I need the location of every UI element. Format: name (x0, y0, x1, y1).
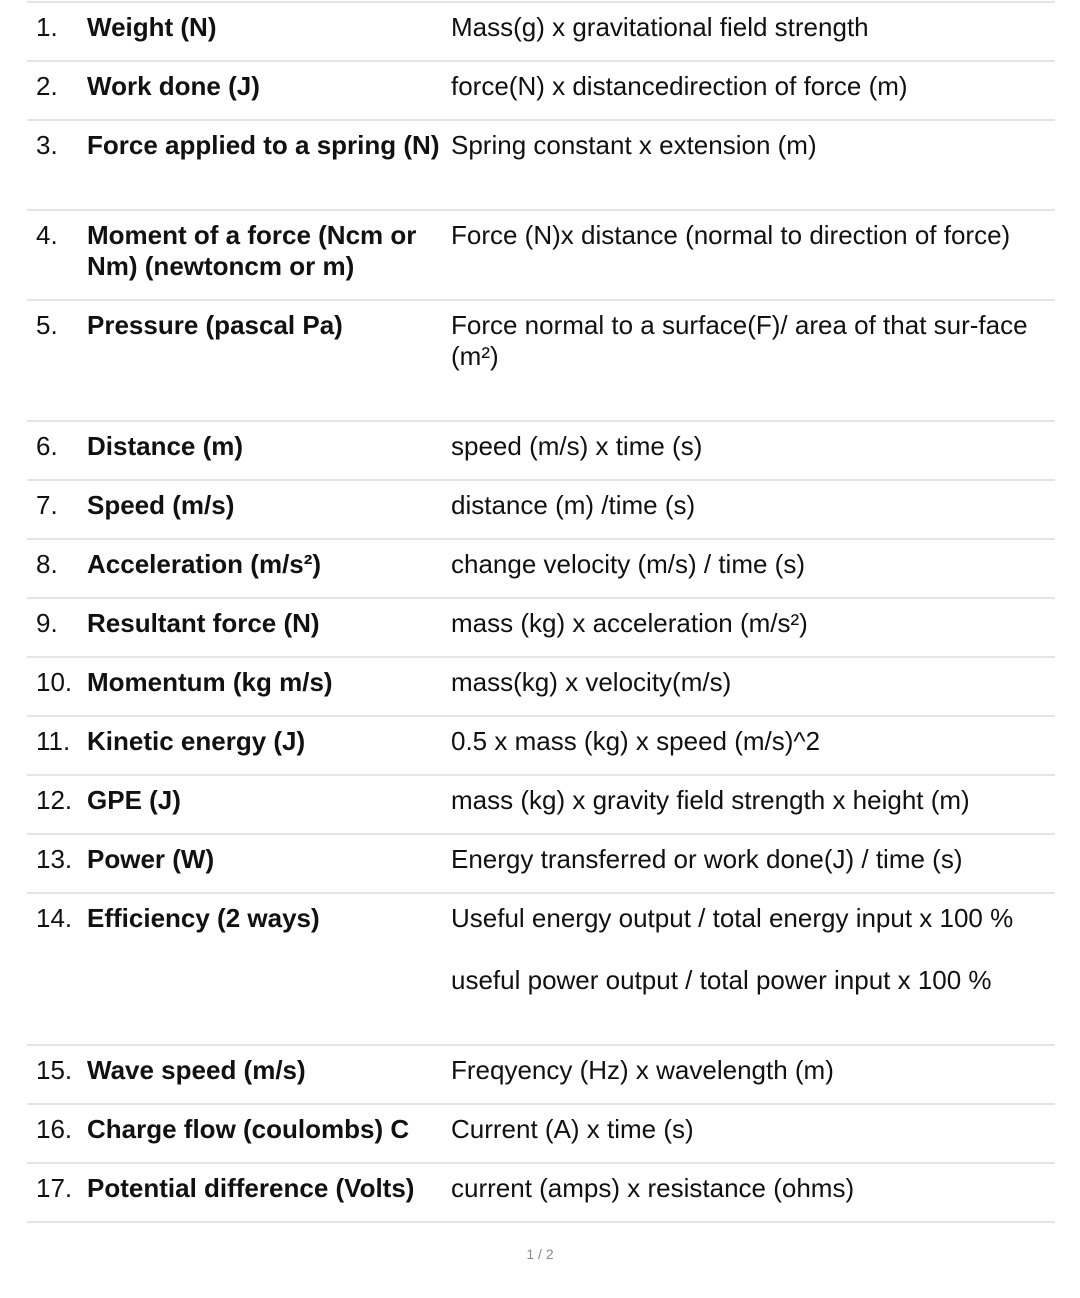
row-number: 8. (36, 549, 58, 579)
quantity-term: Moment of a force (Ncm or Nm) (newtoncm or m) (87, 220, 417, 281)
row-number: 7. (36, 490, 58, 520)
formula-text-alt: useful power output / total power input x 100 % (451, 965, 992, 995)
formula-text: mass(kg) x velocity(m/s) (451, 667, 732, 697)
formula-text: distance (m) /time (s) (451, 490, 696, 520)
table-row (27, 599, 1055, 658)
table-row (27, 62, 1055, 121)
quantity-term: Efficiency (2 ways) (87, 903, 320, 933)
row-number: 15. (36, 1055, 73, 1085)
row-number: 5. (36, 310, 58, 340)
formula-text: mass (kg) x gravity field strength x height (m) (451, 785, 970, 815)
formula-text: Mass(g) x gravitational field strength (451, 12, 869, 42)
table-row (27, 658, 1055, 717)
table-row (27, 894, 1055, 1046)
quantity-term: Potential difference (Volts) (87, 1173, 415, 1203)
row-number: 14. (36, 903, 73, 933)
formula-text: Spring constant x extension (m) (451, 130, 817, 160)
quantity-term: Speed (m/s) (87, 490, 235, 520)
quantity-term: Kinetic energy (J) (87, 726, 306, 756)
page-indicator: 1 / 2 (526, 1246, 554, 1262)
table-row (27, 1046, 1055, 1105)
row-number: 3. (36, 130, 58, 160)
quantity-term: Acceleration (m/s²) (87, 549, 322, 579)
formula-table (27, 0, 1055, 1223)
row-number: 17. (36, 1173, 73, 1203)
row-number: 1. (36, 12, 58, 42)
formula-text: force(N) x distancedirection of force (m) (451, 71, 908, 101)
quantity-term: Wave speed (m/s) (87, 1055, 306, 1085)
formula-text: 0.5 x mass (kg) x speed (m/s)^2 (451, 726, 821, 756)
quantity-term: Pressure (pascal Pa) (87, 310, 343, 340)
quantity-term: Weight (N) (87, 12, 217, 42)
formula-text: Freqyency (Hz) x wavelength (m) (451, 1055, 834, 1085)
formula-text: current (amps) x resistance (ohms) (451, 1173, 855, 1203)
table-row (27, 835, 1055, 894)
formula-text: Current (A) x time (s) (451, 1114, 694, 1144)
table-row (27, 211, 1055, 301)
row-number: 2. (36, 71, 58, 101)
table-row (27, 481, 1055, 540)
table-row (27, 1164, 1055, 1223)
formula-text: Force normal to a surface(F)/ area of that sur-face (m²) (451, 310, 1028, 371)
quantity-term: Force applied to a spring (N) (87, 130, 440, 160)
table-row (27, 540, 1055, 599)
quantity-term: Work done (J) (87, 71, 260, 101)
table-row (27, 776, 1055, 835)
row-number: 11. (36, 726, 71, 756)
table-row (27, 717, 1055, 776)
quantity-term: Power (W) (87, 844, 215, 874)
quantity-term: Resultant force (N) (87, 608, 320, 638)
formula-text: Force (N)x distance (normal to direction of force) (451, 220, 1011, 250)
quantity-term: Distance (m) (87, 431, 244, 461)
quantity-term: GPE (J) (87, 785, 181, 815)
formula-cell (451, 903, 1055, 1044)
table-row (27, 121, 1055, 211)
formula-text: mass (kg) x acceleration (m/s²) (451, 608, 808, 638)
formula-text: change velocity (m/s) / time (s) (451, 549, 805, 579)
formula-text: speed (m/s) x time (s) (451, 431, 703, 461)
row-number: 10. (36, 667, 73, 697)
quantity-term: Momentum (kg m/s) (87, 667, 333, 697)
table-row (27, 3, 1055, 62)
formula-text: Energy transferred or work done(J) / time (s) (451, 844, 963, 874)
row-number: 9. (36, 608, 58, 638)
row-number: 12. (36, 785, 73, 815)
row-number: 6. (36, 431, 58, 461)
row-number: 13. (36, 844, 73, 874)
table-row (27, 1105, 1055, 1164)
row-number: 4. (36, 220, 58, 250)
table-row (27, 301, 1055, 422)
table-row (27, 422, 1055, 481)
formula-text: Useful energy output / total energy input x 100 % (451, 903, 1014, 933)
row-number: 16. (36, 1114, 73, 1144)
quantity-term: Charge flow (coulombs) C (87, 1114, 410, 1144)
